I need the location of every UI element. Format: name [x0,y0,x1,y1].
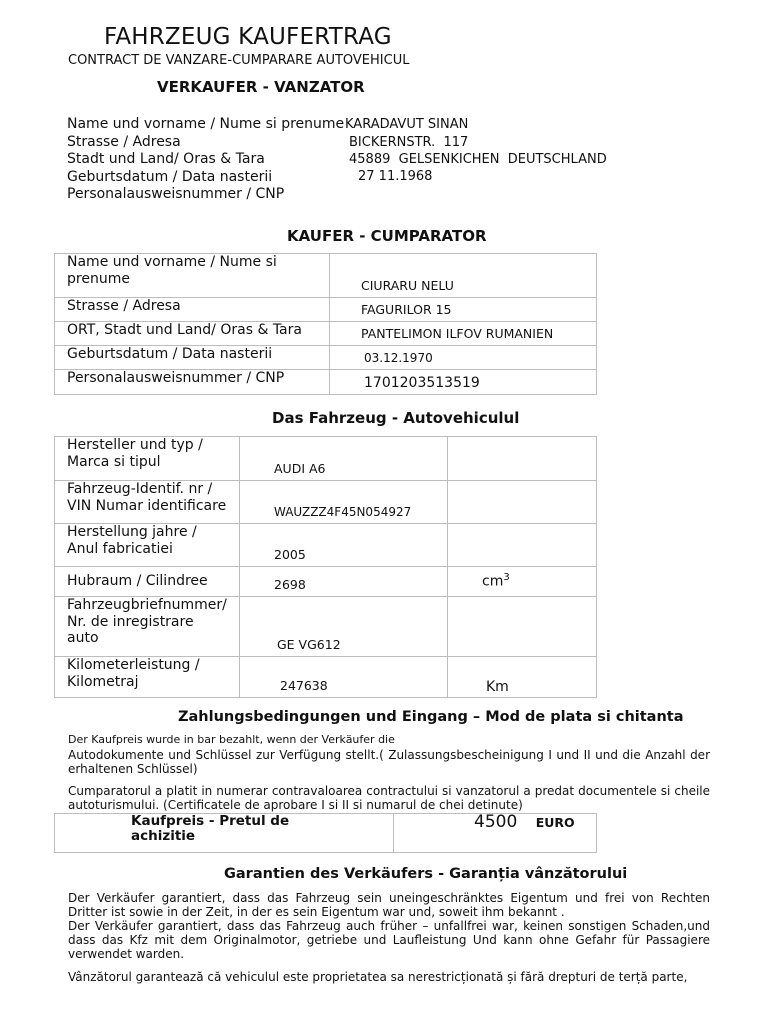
seller-heading: VERKAUFER - VANZATOR [157,78,365,96]
vehicle-label-registration-line3: auto [67,630,99,646]
vehicle-label-make [55,437,240,481]
vehicle-row-vin [55,481,597,524]
price-label-line2: achizitie [131,828,196,844]
vehicle-label-registration-line1: Fahrzeugbriefnummer/ [67,597,227,613]
vehicle-row-year [55,524,597,567]
vehicle-label-year-line2: Anul fabricatiei [67,540,173,557]
warranty-text-de-2: Der Verkäufer garantiert, dass das Fahrzeug auch früher – unfallfrei war, keinen sonstigen Schaden,und dass das Kfz mit dem Originalmotor, getriebe und Laufleistung Und kann ohne Gefahr für Passagiere verwendet warden. [68,919,710,961]
buyer-label-name-line1: Name und vorname / Nume si [67,254,277,270]
buyer-label-name [55,254,330,298]
vehicle-label-registration-line2: Nr. de inregistrare [67,613,194,630]
vehicle-row-capacity [55,567,597,597]
price-row [55,814,597,853]
vehicle-row-make [55,437,597,481]
vehicle-label-mileage [55,657,240,698]
price-currency: EURO [535,815,575,830]
seller-label-name: Name und vorname / Nume si prenume [67,116,345,132]
payment-text-de: Autodokumente und Schlüssel zur Verfügung stellt.( Zulassungsbescheinigung I und II und die Anzahl der erhaltenen Schlüssel) [68,748,710,776]
vehicle-value-make: AUDI A6 [240,437,448,481]
price-value: 4500 [474,813,518,832]
buyer-row-city [55,322,597,346]
buyer-value-city: PANTELIMON ILFOV RUMANIEN [330,322,597,346]
seller-label-street: Strasse / Adresa [67,133,181,150]
buyer-row-id [55,370,597,395]
seller-label-city: Stadt und Land/ Oras & Tara [67,151,265,167]
vehicle-heading: Das Fahrzeug - Autovehiculul [272,409,520,427]
vehicle-unit-capacity-base: cm [482,573,504,590]
price-table [54,813,597,853]
buyer-label-name-line2: prenume [67,270,130,287]
vehicle-value-mileage: 247638 [240,657,448,698]
vehicle-label-year-line1: Herstellung jahre / [67,524,197,540]
buyer-label-city: ORT, Stadt und Land/ Oras & Tara [55,322,330,346]
vehicle-unit-make [448,437,597,481]
seller-value-city: 45889 GELSENKICHEN DEUTSCHLAND [349,152,607,167]
vehicle-row-registration [55,597,597,657]
vehicle-label-vin-line1: Fahrzeug-Identif. nr / [67,481,213,497]
vehicle-label-make-line1: Hersteller und typ / [67,437,203,453]
vehicle-value-vin: WAUZZZ4F45N054927 [240,481,448,524]
document-title: FAHRZEUG KAUFERTRAG [104,24,392,50]
payment-text-de-line1: Der Kaufpreis wurde in bar bezahlt, wenn der Verkäufer die [68,733,395,746]
buyer-label-id: Personalausweisnummer / CNP [55,370,330,395]
vehicle-unit-year [448,524,597,567]
vehicle-label-make-line2: Marca si tipul [67,453,161,470]
buyer-row-birthdate [55,346,597,370]
seller-label-id: Personalausweisnummer / CNP [67,186,285,202]
buyer-row-name [55,254,597,298]
vehicle-label-mileage-line2: Kilometraj [67,673,139,690]
document-subtitle: CONTRACT DE VANZARE-CUMPARARE AUTOVEHICUL [68,53,410,68]
vehicle-label-capacity: Hubraum / Cilindree [55,567,240,597]
price-value-cell [394,814,597,853]
vehicle-label-year [55,524,240,567]
seller-label-birthdate: Geburtsdatum / Data nasterii [67,168,273,185]
warranty-heading: Garantien des Verkäufers - Garanția vânzătorului [224,866,628,882]
buyer-value-name: CIURARU NELU [330,254,597,298]
payment-heading: Zahlungsbedingungen und Eingang – Mod de plata si chitanta [178,709,684,725]
vehicle-value-registration: GE VG612 [240,597,448,657]
buyer-table [54,253,597,395]
vehicle-value-year: 2005 [240,524,448,567]
warranty-text-ro: Vânzătorul garantează că vehiculul este proprietatea sa nerestricționată și fără drepturi de terță parte, [68,970,688,984]
vehicle-unit-mileage: Km [448,657,597,698]
vehicle-label-registration [55,597,240,657]
buyer-value-birthdate: 03.12.1970 [330,346,597,370]
buyer-label-birthdate: Geburtsdatum / Data nasterii [55,346,330,370]
buyer-label-street: Strasse / Adresa [55,298,330,322]
buyer-heading: KAUFER - CUMPARATOR [287,227,487,245]
vehicle-label-mileage-line1: Kilometerleistung / [67,657,200,673]
seller-value-street: BICKERNSTR. 117 [349,135,469,150]
buyer-value-id: 1701203513519 [330,370,597,395]
vehicle-value-capacity: 2698 [240,567,448,597]
payment-text-ro: Cumparatorul a platit in numerar contravaloarea contractului si vanzatorul a predat documentele si cheile autoturismului. (Certificatele de aprobare I si II si numarul de chei detinute) [68,784,710,812]
vehicle-row-mileage [55,657,597,698]
seller-value-birthdate: 27 11.1968 [358,169,433,184]
vehicle-unit-capacity [448,567,597,597]
price-label-line1: Kaufpreis - Pretul de [131,813,290,829]
vehicle-table [54,436,597,698]
seller-labels [67,116,344,204]
warranty-text-de-1: Der Verkäufer garantiert, dass das Fahrzeug sein uneingeschränktes Eigentum und frei von Rechten Dritter ist sowie in der Zeit, in der es sein Eigentum war und, soweit ihm bekannt . [68,891,710,919]
buyer-value-street: FAGURILOR 15 [330,298,597,322]
buyer-row-street [55,298,597,322]
price-label [55,814,394,853]
vehicle-unit-vin [448,481,597,524]
vehicle-unit-registration [448,597,597,657]
vehicle-label-vin-line2: VIN Numar identificare [67,497,227,514]
vehicle-label-vin [55,481,240,524]
vehicle-unit-capacity-sup: 3 [503,571,510,583]
seller-value-name: KARADAVUT SINAN [345,117,469,132]
